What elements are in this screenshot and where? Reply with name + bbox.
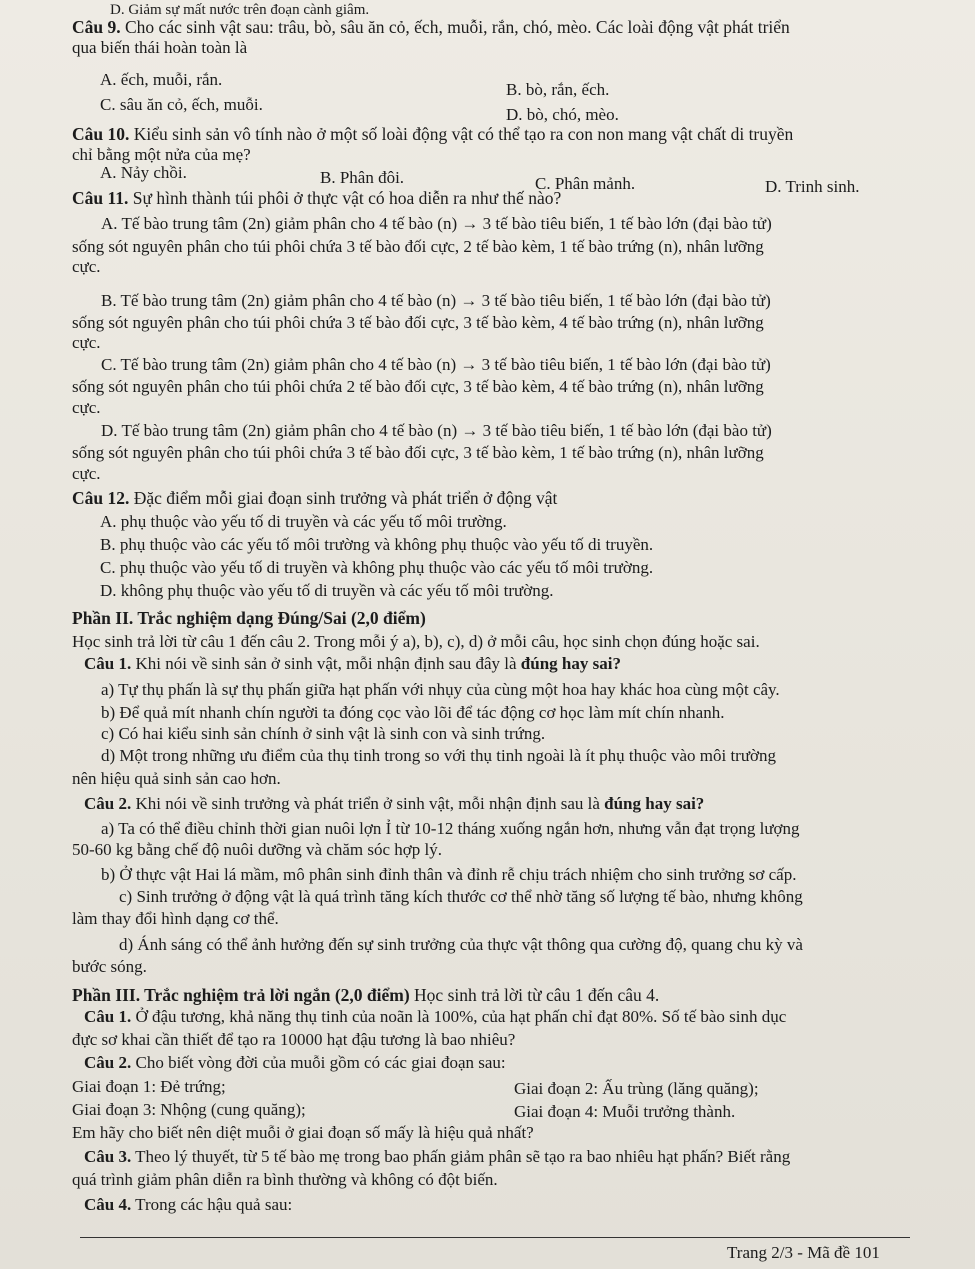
part3-q4-line1: Câu 4. Trong các hậu quả sau: [84,1195,293,1214]
q11-option-d-line2: sống sót nguyên phân cho túi phôi chứa 3 tế bào đối cực, 3 tế bào kèm, 1 tế bào trứng (n), nhân lưỡng [72,443,764,462]
part2-q2-d-line2: bước sóng. [72,957,147,976]
q11-option-c-line3: cực. [72,398,101,417]
q10-option-d: D. Trinh sinh. [765,177,860,196]
part2-title: Phần II. Trắc nghiệm dạng Đúng/Sai (2,0 điểm) [72,608,426,628]
part3-q3-line2: quá trình giảm phân diễn ra bình thường và không có đột biến. [72,1170,498,1189]
q11-stem: Câu 11. Sự hình thành túi phôi ở thực vật có hoa diễn ra như thế nào? [72,188,562,208]
q9-option-c: C. sâu ăn cỏ, ếch, muỗi. [100,95,263,114]
part3-stage-4: Giai đoạn 4: Muỗi trưởng thành. [514,1102,736,1121]
q10-option-a: A. Nảy chồi. [100,163,187,182]
part2-intro: Học sinh trả lời từ câu 1 đến câu 2. Trong mỗi ý a), b), c), d) ở mỗi câu, học sinh chọn đúng hoặc sai. [72,632,760,651]
q11-option-b-line2: sống sót nguyên phân cho túi phôi chứa 3 tế bào đối cực, 3 tế bào kèm, 4 tế bào trứng (n), nhân lưỡng [72,313,764,332]
top-fragment: D. Giảm sự mất nước trên đoạn cành giâm. [110,2,370,18]
part2-q2-c-line2: làm thay đổi hình dạng cơ thể. [72,909,279,928]
q11-option-c-line1: C. Tế bào trung tâm (2n) giảm phân cho 4 tế bào (n) → 3 tế bào tiêu biến, 1 tế bào lớn (đại bào tử) [101,355,771,374]
part2-q1-d-line2: nên hiệu quả sinh sản cao hơn. [72,769,281,788]
q9-stem-line2: qua biến thái hoàn toàn là [72,38,248,57]
part2-q1-d-line1: d) Một trong những ưu điểm của thụ tinh trong so với thụ tinh ngoài là ít phụ thuộc vào môi trường [101,746,777,765]
part3-q3-line1: Câu 3. Theo lý thuyết, từ 5 tế bào mẹ trong bao phấn giảm phân sẽ tạo ra bao nhiêu hạt phấn? Biết rằng [84,1147,791,1166]
part2-q2-c-line1: c) Sinh trưởng ở động vật là quá trình tăng kích thước cơ thể nhờ tăng số lượng tế bào, nhưng không [119,887,803,906]
part3-stage-1: Giai đoạn 1: Đẻ trứng; [72,1077,226,1096]
part3-stage-3: Giai đoạn 3: Nhộng (cung quăng); [72,1100,306,1119]
part2-q1-a: a) Tự thụ phấn là sự thụ phấn giữa hạt phấn với nhụy của cùng một hoa hay khác hoa cùng một cây. [101,680,780,699]
page-footer: Trang 2/3 - Mã đề 101 [727,1243,880,1262]
q11-option-a-line1: A. Tế bào trung tâm (2n) giảm phân cho 4 tế bào (n) → 3 tế bào tiêu biến, 1 tế bào lớn (đại bào tử) [101,214,772,233]
part2-q2-a-line2: 50-60 kg bằng chế độ nuôi dưỡng và chăm sóc hợp lý. [72,840,442,859]
q10-stem-line1: Câu 10. Kiểu sinh sản vô tính nào ở một số loài động vật có thể tạo ra con non mang vật chất di truyền [72,124,794,144]
q12-stem: Câu 12. Đặc điểm mỗi giai đoạn sinh trưởng và phát triển ở động vật [72,488,558,508]
part2-q2-b: b) Ở thực vật Hai lá mầm, mô phân sinh đỉnh thân và đỉnh rễ chịu trách nhiệm cho sinh trưởng sơ cấp. [101,865,797,884]
q12-option-a: A. phụ thuộc vào yếu tố di truyền và các yếu tố môi trường. [100,512,507,531]
q9-stem-line1: Câu 9. Cho các sinh vật sau: trâu, bò, sâu ăn cỏ, ếch, muỗi, rắn, chó, mèo. Các loài động vật phát triển [72,17,790,37]
part3-q1-line2: đực sơ khai cần thiết để tạo ra 10000 hạt đậu tương là bao nhiêu? [72,1030,516,1049]
part2-q1-c: c) Có hai kiểu sinh sản chính ở sinh vật là sinh con và sinh trứng. [101,724,546,743]
q11-option-c-line2: sống sót nguyên phân cho túi phôi chứa 2 tế bào đối cực, 3 tế bào kèm, 4 tế bào trứng (n), nhân lưỡng [72,377,764,396]
part3-title: Phần III. Trắc nghiệm trả lời ngắn (2,0 điểm) Học sinh trả lời từ câu 1 đến câu 4. [72,985,660,1005]
q12-option-c: C. phụ thuộc vào yếu tố di truyền và không phụ thuộc vào các yếu tố môi trường. [100,558,654,577]
q11-option-a-line3: cực. [72,257,101,276]
q9-option-a: A. ếch, muỗi, rắn. [100,70,223,89]
part3-q2-question: Em hãy cho biết nên diệt muỗi ở giai đoạn số mấy là hiệu quả nhất? [72,1123,534,1142]
part2-q2-d-line1: d) Ánh sáng có thể ảnh hưởng đến sự sinh trưởng của thực vật thông qua cường độ, quang chu kỳ và [119,935,803,954]
q11-option-b-line1: B. Tế bào trung tâm (2n) giảm phân cho 4 tế bào (n) → 3 tế bào tiêu biến, 1 tế bào lớn (đại bào tử) [101,291,771,310]
q12-option-b: B. phụ thuộc vào các yếu tố môi trường và không phụ thuộc vào yếu tố di truyền. [100,535,654,554]
q12-option-d: D. không phụ thuộc vào yếu tố di truyền và các yếu tố môi trường. [100,581,554,600]
q10-stem-line2: chỉ bằng một nửa của mẹ? [72,145,251,164]
footer-divider [80,1237,910,1238]
q9-option-d: D. bò, chó, mèo. [506,105,619,124]
part3-q2-line1: Câu 2. Cho biết vòng đời của muỗi gồm có các giai đoạn sau: [84,1053,506,1072]
q11-option-b-line3: cực. [72,333,101,352]
q10-option-c: C. Phân mảnh. [535,174,636,193]
part2-q1-b: b) Để quả mít nhanh chín người ta đóng cọc vào lõi để tác động cơ học làm mít chín nhanh. [101,703,725,722]
part2-q2-stem: Câu 2. Khi nói về sinh trưởng và phát triển ở sinh vật, mỗi nhận định sau là đúng hay sai? [84,794,705,813]
part3-q1-line1: Câu 1. Ở đậu tương, khả năng thụ tinh của noãn là 100%, của hạt phấn chỉ đạt 80%. Số tế bào sinh dục [84,1007,787,1026]
part2-q1-stem: Câu 1. Khi nói về sinh sản ở sinh vật, mỗi nhận định sau đây là đúng hay sai? [84,654,621,673]
q9-option-b: B. bò, rắn, ếch. [506,80,610,99]
q11-option-d-line3: cực. [72,464,101,483]
part3-stage-2: Giai đoạn 2: Ấu trùng (lăng quăng); [514,1079,759,1098]
q10-option-b: B. Phân đôi. [320,168,405,187]
q11-option-a-line2: sống sót nguyên phân cho túi phôi chứa 3 tế bào đối cực, 2 tế bào kèm, 1 tế bào trứng (n), nhân lưỡng [72,237,764,256]
part2-q2-a-line1: a) Ta có thể điều chỉnh thời gian nuôi lợn Ỉ từ 10-12 tháng xuống ngắn hơn, nhưng vẫn đạt trọng lượng [101,819,800,838]
q11-option-d-line1: D. Tế bào trung tâm (2n) giảm phân cho 4 tế bào (n) → 3 tế bào tiêu biến, 1 tế bào lớn (đại bào tử) [101,421,772,440]
